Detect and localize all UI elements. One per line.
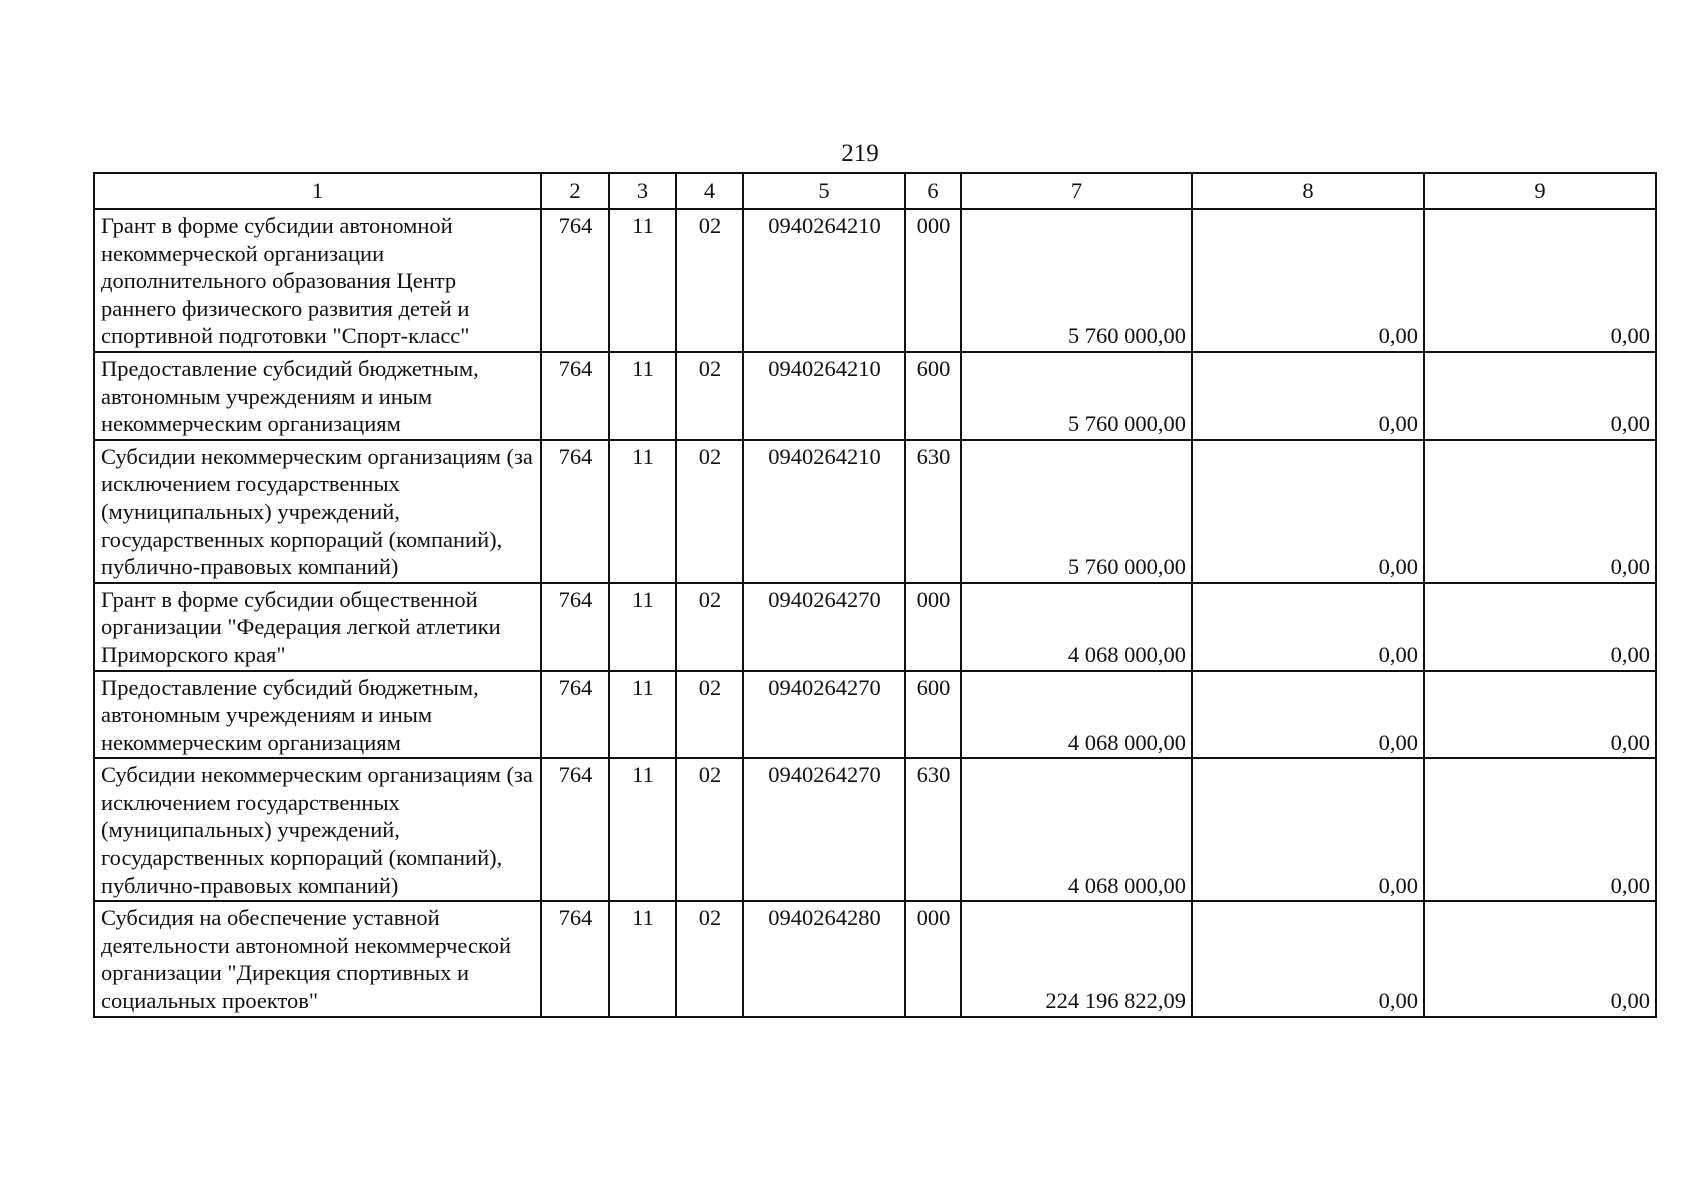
- row-c9: 0,00: [1424, 758, 1656, 901]
- row-c7: 4 068 000,00: [961, 758, 1192, 901]
- row-c8: 0,00: [1192, 671, 1424, 759]
- row-c4: 02: [676, 671, 743, 759]
- table-row: [94, 901, 1656, 1016]
- row-c8: 0,00: [1192, 583, 1424, 671]
- row-c5: 0940264210: [743, 209, 905, 352]
- row-c8: 0,00: [1192, 440, 1424, 583]
- row-c4: 02: [676, 209, 743, 352]
- row-c4: 02: [676, 758, 743, 901]
- row-c3: 11: [609, 352, 676, 440]
- row-c3: 11: [609, 583, 676, 671]
- row-c3: 11: [609, 440, 676, 583]
- row-c5: 0940264210: [743, 352, 905, 440]
- table-row: [94, 671, 1656, 759]
- row-c2: 764: [541, 671, 609, 759]
- row-c6: 000: [905, 583, 961, 671]
- header-col-8: 8: [1192, 173, 1424, 209]
- header-col-9: 9: [1424, 173, 1656, 209]
- row-c9: 0,00: [1424, 352, 1656, 440]
- header-col-1: 1: [94, 173, 541, 209]
- row-c8: 0,00: [1192, 901, 1424, 1016]
- row-c6: 600: [905, 352, 961, 440]
- row-name: Предоставление субсидий бюджетным, автономным учреждениям и иным некоммерческим организациям: [94, 352, 541, 440]
- table-row: [94, 352, 1656, 440]
- row-c6: 600: [905, 671, 961, 759]
- header-col-6: 6: [905, 173, 961, 209]
- row-c9: 0,00: [1424, 440, 1656, 583]
- row-c3: 11: [609, 671, 676, 759]
- table-row: [94, 583, 1656, 671]
- row-c5: 0940264280: [743, 901, 905, 1016]
- row-name: Субсидии некоммерческим организациям (за исключением государственных (муниципальных) учреждений, государственных корпораций (компаний), публично-правовых компаний): [94, 758, 541, 901]
- row-name: Грант в форме субсидии автономной некоммерческой организации дополнительного образования Центр раннего физического развития детей и спортивной подготовки "Спорт-класс": [94, 209, 541, 352]
- row-c7: 5 760 000,00: [961, 209, 1192, 352]
- row-c8: 0,00: [1192, 758, 1424, 901]
- header-row: [94, 173, 1656, 209]
- header-col-7: 7: [961, 173, 1192, 209]
- row-c4: 02: [676, 901, 743, 1016]
- row-c9: 0,00: [1424, 671, 1656, 759]
- row-c4: 02: [676, 352, 743, 440]
- header-col-2: 2: [541, 173, 609, 209]
- table-row: [94, 440, 1656, 583]
- row-c7: 4 068 000,00: [961, 671, 1192, 759]
- row-c4: 02: [676, 583, 743, 671]
- row-c7: 5 760 000,00: [961, 352, 1192, 440]
- row-c3: 11: [609, 758, 676, 901]
- row-c2: 764: [541, 209, 609, 352]
- row-c8: 0,00: [1192, 352, 1424, 440]
- row-c6: 630: [905, 440, 961, 583]
- row-name: Субсидия на обеспечение уставной деятельности автономной некоммерческой организации "Дирекция спортивных и социальных проектов": [94, 901, 541, 1016]
- budget-table: [93, 172, 1657, 1018]
- row-name: Предоставление субсидий бюджетным, автономным учреждениям и иным некоммерческим организациям: [94, 671, 541, 759]
- row-c2: 764: [541, 352, 609, 440]
- row-c2: 764: [541, 901, 609, 1016]
- row-c6: 000: [905, 209, 961, 352]
- header-col-5: 5: [743, 173, 905, 209]
- row-c5: 0940264270: [743, 758, 905, 901]
- row-c2: 764: [541, 440, 609, 583]
- row-c7: 224 196 822,09: [961, 901, 1192, 1016]
- row-c4: 02: [676, 440, 743, 583]
- row-c2: 764: [541, 583, 609, 671]
- row-c9: 0,00: [1424, 901, 1656, 1016]
- row-c3: 11: [609, 209, 676, 352]
- row-c5: 0940264210: [743, 440, 905, 583]
- row-c9: 0,00: [1424, 209, 1656, 352]
- row-c7: 5 760 000,00: [961, 440, 1192, 583]
- row-c8: 0,00: [1192, 209, 1424, 352]
- row-c7: 4 068 000,00: [961, 583, 1192, 671]
- row-c6: 630: [905, 758, 961, 901]
- row-c3: 11: [609, 901, 676, 1016]
- row-name: Грант в форме субсидии общественной организации "Федерация легкой атлетики Приморского края": [94, 583, 541, 671]
- row-c2: 764: [541, 758, 609, 901]
- table-row: [94, 758, 1656, 901]
- table-row: [94, 209, 1656, 352]
- header-col-3: 3: [609, 173, 676, 209]
- page-number: 219: [841, 140, 879, 167]
- row-name: Субсидии некоммерческим организациям (за исключением государственных (муниципальных) учреждений, государственных корпораций (компаний), публично-правовых компаний): [94, 440, 541, 583]
- header-col-4: 4: [676, 173, 743, 209]
- row-c5: 0940264270: [743, 671, 905, 759]
- row-c9: 0,00: [1424, 583, 1656, 671]
- row-c6: 000: [905, 901, 961, 1016]
- row-c5: 0940264270: [743, 583, 905, 671]
